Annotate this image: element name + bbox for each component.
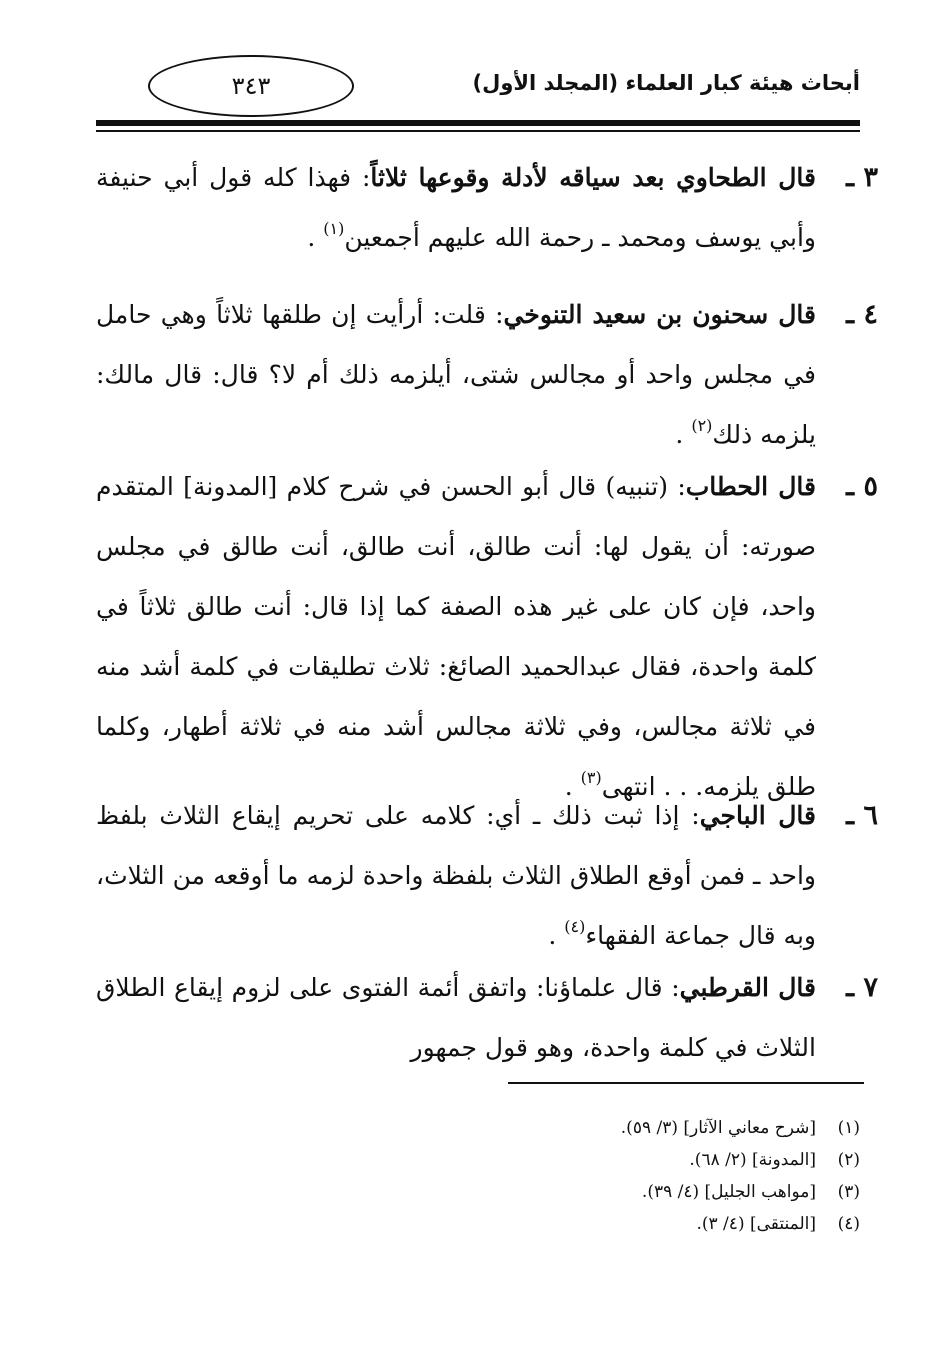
item-number: ٥ ـ [846, 471, 878, 502]
item-text [96, 786, 816, 969]
footnote-ref: (٢) [691, 416, 713, 435]
page-header [96, 55, 860, 121]
footnote-number: (٢) [837, 1150, 860, 1170]
running-title: أبحاث هيئة كبار العلماء (المجلد الأول) [472, 71, 860, 95]
quote-item-4 [96, 285, 878, 467]
item-lead: قال الحطاب [685, 472, 816, 501]
item-lead: قال سحنون بن سعيد التنوخي [503, 300, 816, 329]
footnote-number: (١) [837, 1118, 860, 1138]
footnote-ref: (٣) [580, 768, 602, 787]
header-rule-thin [96, 130, 860, 132]
quote-item-6 [96, 786, 878, 956]
item-end: . [307, 223, 324, 252]
footnote-text: [مواهب الجليل] (٤/ ٣٩). [641, 1182, 816, 1202]
quote-item-7 [96, 958, 878, 1068]
item-text [96, 457, 816, 820]
item-text [96, 958, 816, 1078]
footnote-ref: (٤) [564, 917, 586, 936]
item-number: ٦ ـ [846, 800, 878, 831]
footnote-ref: (١) [323, 219, 345, 238]
item-number: ٧ ـ [846, 972, 878, 1003]
header-rule-thick [96, 120, 860, 126]
item-body: : فهذا كله قول أبي حنيفة وأبي يوسف ومحمد ـ رحمة الله عليهم أجمعين [96, 163, 816, 252]
footnote-text: [المدونة] (٢/ ٦٨). [689, 1150, 816, 1170]
item-body: : قلت: أرأيت إن طلقها ثلاثاً وهي حامل في مجلس واحد أو مجالس شتى، أيلزمه ذلك أم لا؟ قال: قال مالك: يلزمه ذلك [96, 300, 816, 449]
item-lead: قال الطحاوي بعد سياقه لأدلة وقوعها ثلاثاً [370, 163, 816, 192]
item-end: . [564, 772, 581, 801]
item-lead: قال الباجي [699, 801, 816, 830]
footnote-item [420, 1144, 860, 1176]
page-number: ٣٤٣ [148, 55, 354, 117]
item-body: : قال علماؤنا: واتفق أئمة الفتوى على لزوم إيقاع الطلاق الثلاث في كلمة واحدة، وهو قول جمهور [96, 973, 816, 1062]
footnote-number: (٣) [837, 1182, 860, 1202]
item-lead: قال القرطبي [679, 973, 816, 1002]
quote-item-5 [96, 457, 878, 801]
item-text [96, 148, 816, 271]
footnote-item [420, 1176, 860, 1208]
item-body: : (تنبيه) قال أبو الحسن في شرح كلام [المدونة] المتقدم صورته: أن يقول لها: أنت طالق، أنت طالق، أنت طالق في مجلس واحد، فإن كان على غير هذه الصفة كما إذا قال: أنت طالق ثلاثاً في كلمة واحدة، فقال عبدالحميد الصائغ: ثلاث تطليقات في كلمة أشد منه في ثلاثة مجالس، وفي ثلاثة مجالس أشد منه في ثلاثة أطهار، وكلما طلق يلزمه. . . انتهى [96, 472, 816, 801]
footnotes [420, 1112, 860, 1240]
footnote-item [420, 1208, 860, 1240]
item-body: : إذا ثبت ذلك ـ أي: كلامه على تحريم إيقاع الثلاث بلفظ واحد ـ فمن أوقع الطلاق الثلاث بلفظة واحدة لزمه ما أوقعه من الثلاث، وبه قال جماعة الفقهاء [96, 801, 816, 950]
item-number: ٣ ـ [846, 162, 878, 193]
footnote-text: [المنتقى] (٤/ ٣). [696, 1214, 816, 1234]
item-number: ٤ ـ [846, 299, 878, 330]
footnote-item [420, 1112, 860, 1144]
footnote-number: (٤) [837, 1214, 860, 1234]
quote-item-3 [96, 148, 878, 270]
item-text [96, 285, 816, 468]
item-end: . [548, 921, 565, 950]
footnote-separator [508, 1082, 864, 1084]
item-end: . [675, 420, 692, 449]
footnote-text: [شرح معاني الآثار] (٣/ ٥٩). [620, 1118, 816, 1138]
